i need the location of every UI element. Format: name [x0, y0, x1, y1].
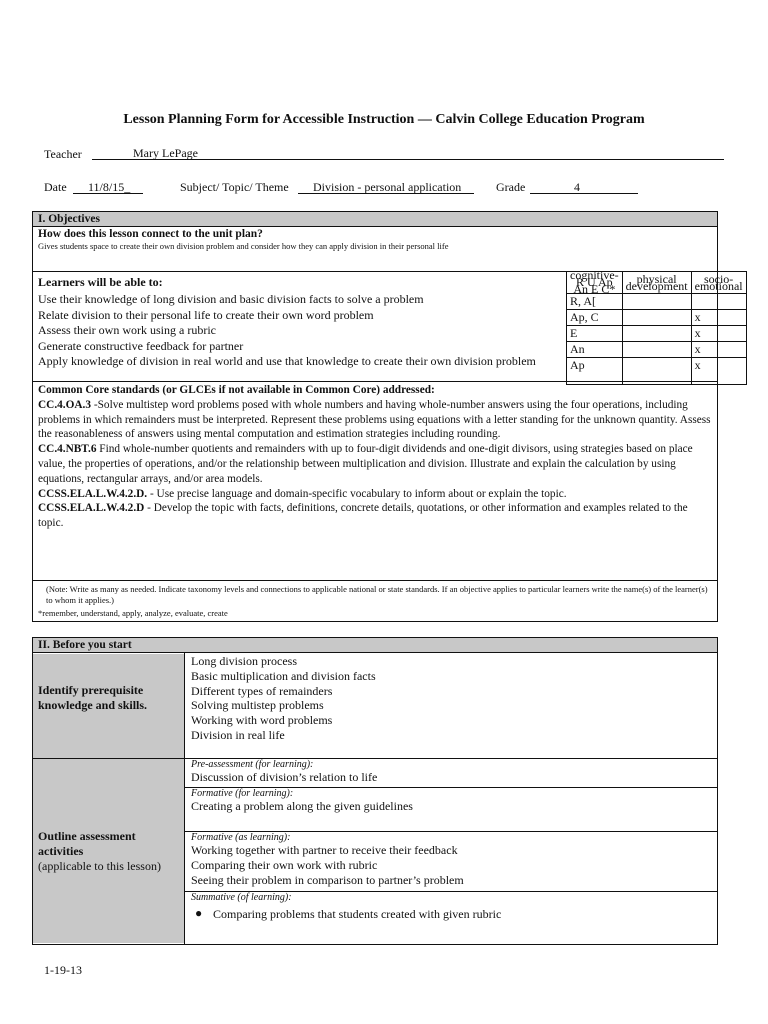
cognitive-cell: E: [567, 326, 623, 342]
cognitive-cell: R, A[: [567, 294, 623, 310]
standards-block: [33, 383, 717, 531]
physical-cell: [622, 310, 691, 326]
taxonomy-grid: [566, 268, 747, 385]
physical-cell: [622, 326, 691, 342]
standard-code: CCSS.ELA.L.W.4.2.D: [38, 502, 145, 515]
objective-item: Generate constructive feedback for partner: [38, 338, 244, 353]
socio-cell: x: [691, 358, 746, 385]
teacher-label: Teacher: [44, 147, 82, 161]
assessment-summative: [191, 892, 711, 922]
grade-label: Grade: [496, 180, 526, 194]
objectives-heading: I. Objectives: [33, 212, 717, 227]
divider: [32, 381, 718, 382]
standard-item: [38, 501, 712, 531]
subject-value: Division - personal application: [313, 180, 462, 194]
subject-label: Subject/ Topic/ Theme: [180, 180, 289, 194]
footer-date: 1-19-13: [44, 963, 82, 977]
connect-question: How does this lesson connect to the unit plan?: [38, 228, 263, 240]
prereq-label: Identify prerequisite knowledge and skills.: [38, 683, 148, 712]
date-value: 11/8/15_: [88, 180, 131, 194]
objective-item: Relate division to their personal life to create their own word problem: [38, 307, 374, 322]
assessment-item-text: Comparing problems that students created with given rubric: [213, 907, 502, 921]
cognitive-cell: Ap: [567, 358, 623, 385]
bullet-icon: ●: [195, 906, 203, 920]
assessment-item: Working together with partner to receive their feedback: [191, 843, 458, 857]
standard-text: Find whole-number quotients and remainders with up to four-digit dividends and one-digit divisors, using strategies based on place value, the properties of operations, and/or the relationship between multiplication and division. Illustrate and explain the calculation by using equations, rectangular arrays, and/or area models.: [38, 443, 693, 485]
standard-text: - Use precise language and domain-specific vocabulary to inform about or explain the topic.: [147, 487, 567, 500]
assessment-item: Comparing their own work with rubric: [191, 857, 378, 872]
assessment-type: Summative (of learning):: [191, 892, 292, 903]
learners-label: Learners will be able to:: [38, 275, 163, 289]
assessment-pre: [191, 759, 711, 785]
standard-item: [38, 442, 712, 486]
assessment-formative-as: [191, 832, 711, 887]
prereq-item: Working with word problems: [191, 713, 333, 728]
connect-answer: Gives students space to create their own division problem and consider how they can apply division in their personal life: [38, 241, 449, 251]
taxonomy-footnote: *remember, understand, apply, analyze, evaluate, create: [38, 608, 228, 618]
standard-code: CCSS.ELA.L.W.4.2.D.: [38, 487, 148, 500]
objective-item: Apply knowledge of division in real world and use that knowledge to create their own division problem: [38, 354, 536, 368]
assessment-item: Seeing their problem in comparison to partner’s problem: [191, 872, 464, 887]
objective-item: Use their knowledge of long division and basic division facts to solve a problem: [38, 292, 424, 306]
page-title: Lesson Planning Form for Accessible Instruction — Calvin College Education Program: [123, 112, 645, 127]
assessment-item: Discussion of division’s relation to life: [191, 770, 378, 784]
col-header-cognitive: cognitive- R U Ap An E C*: [567, 272, 623, 294]
standard-text: -Solve multistep word problems posed with whole numbers and having whole-number answers using the four operations, including problems in which remainders must be interpreted. Represent these problems using equations with a letter standing for the unknown quantity. Assess the reasonableness of answers using mental computation and estimation strategies including rounding.: [38, 398, 711, 441]
physical-cell: [622, 342, 691, 358]
divider: [32, 580, 718, 581]
date-label: Date: [44, 180, 67, 194]
grade-underline: [530, 193, 638, 194]
divider: [184, 653, 185, 944]
prereq-item: Long division process: [191, 654, 297, 668]
teacher-value: Mary LePage: [133, 146, 198, 160]
prereq-item: Different types of remainders: [191, 683, 333, 698]
assessment-formative-for: [191, 788, 711, 814]
prereq-item: Solving multistep problems: [191, 698, 324, 713]
assessment-type: Formative (as learning):: [191, 832, 291, 843]
grade-value: 4: [574, 180, 580, 194]
assess-label: Outline assessment activities: [38, 829, 136, 858]
standard-item: [38, 487, 712, 502]
socio-cell: x: [691, 342, 746, 358]
standard-code: CC.4.OA.3: [38, 398, 92, 411]
prereq-item: Division in real life: [191, 727, 285, 742]
prereq-list: [191, 654, 711, 743]
standard-text: - Develop the topic with facts, definitions, concrete details, quotations, or other information and examples related to the topic.: [38, 502, 688, 530]
socio-cell: [691, 294, 746, 310]
prereq-item: Basic multiplication and division facts: [191, 668, 376, 683]
col-header-socio: socio- emotional: [691, 272, 746, 294]
before-heading: II. Before you start: [33, 638, 717, 653]
assessment-type: Pre-assessment (for learning):: [191, 759, 314, 770]
assessment-item: Creating a problem along the given guidelines: [191, 799, 413, 813]
standard-item: [38, 398, 712, 442]
socio-cell: x: [691, 310, 746, 326]
cognitive-cell: Ap, C: [567, 310, 623, 326]
assessment-type: Formative (for learning):: [191, 788, 294, 799]
col-header-physical: physical development: [622, 272, 691, 294]
objective-item: Assess their own work using a rubric: [38, 323, 216, 337]
assess-sub: (applicable to this lesson): [38, 859, 161, 873]
note-text: (Note: Write as many as needed. Indicate taxonomy levels and connections to applicable national or state standards. If an objective applies to particular learners write the name(s) of the learner(s) to whom it applies.): [46, 584, 708, 605]
assessment-item: [191, 907, 711, 922]
physical-cell: [622, 294, 691, 310]
objectives-list: [38, 292, 563, 370]
cognitive-cell: An: [567, 342, 623, 358]
standard-code: CC.4.NBT.6: [38, 443, 97, 456]
socio-cell: x: [691, 326, 746, 342]
standards-label: Common Core standards (or GLCEs if not available in Common Core) addressed:: [38, 384, 435, 396]
